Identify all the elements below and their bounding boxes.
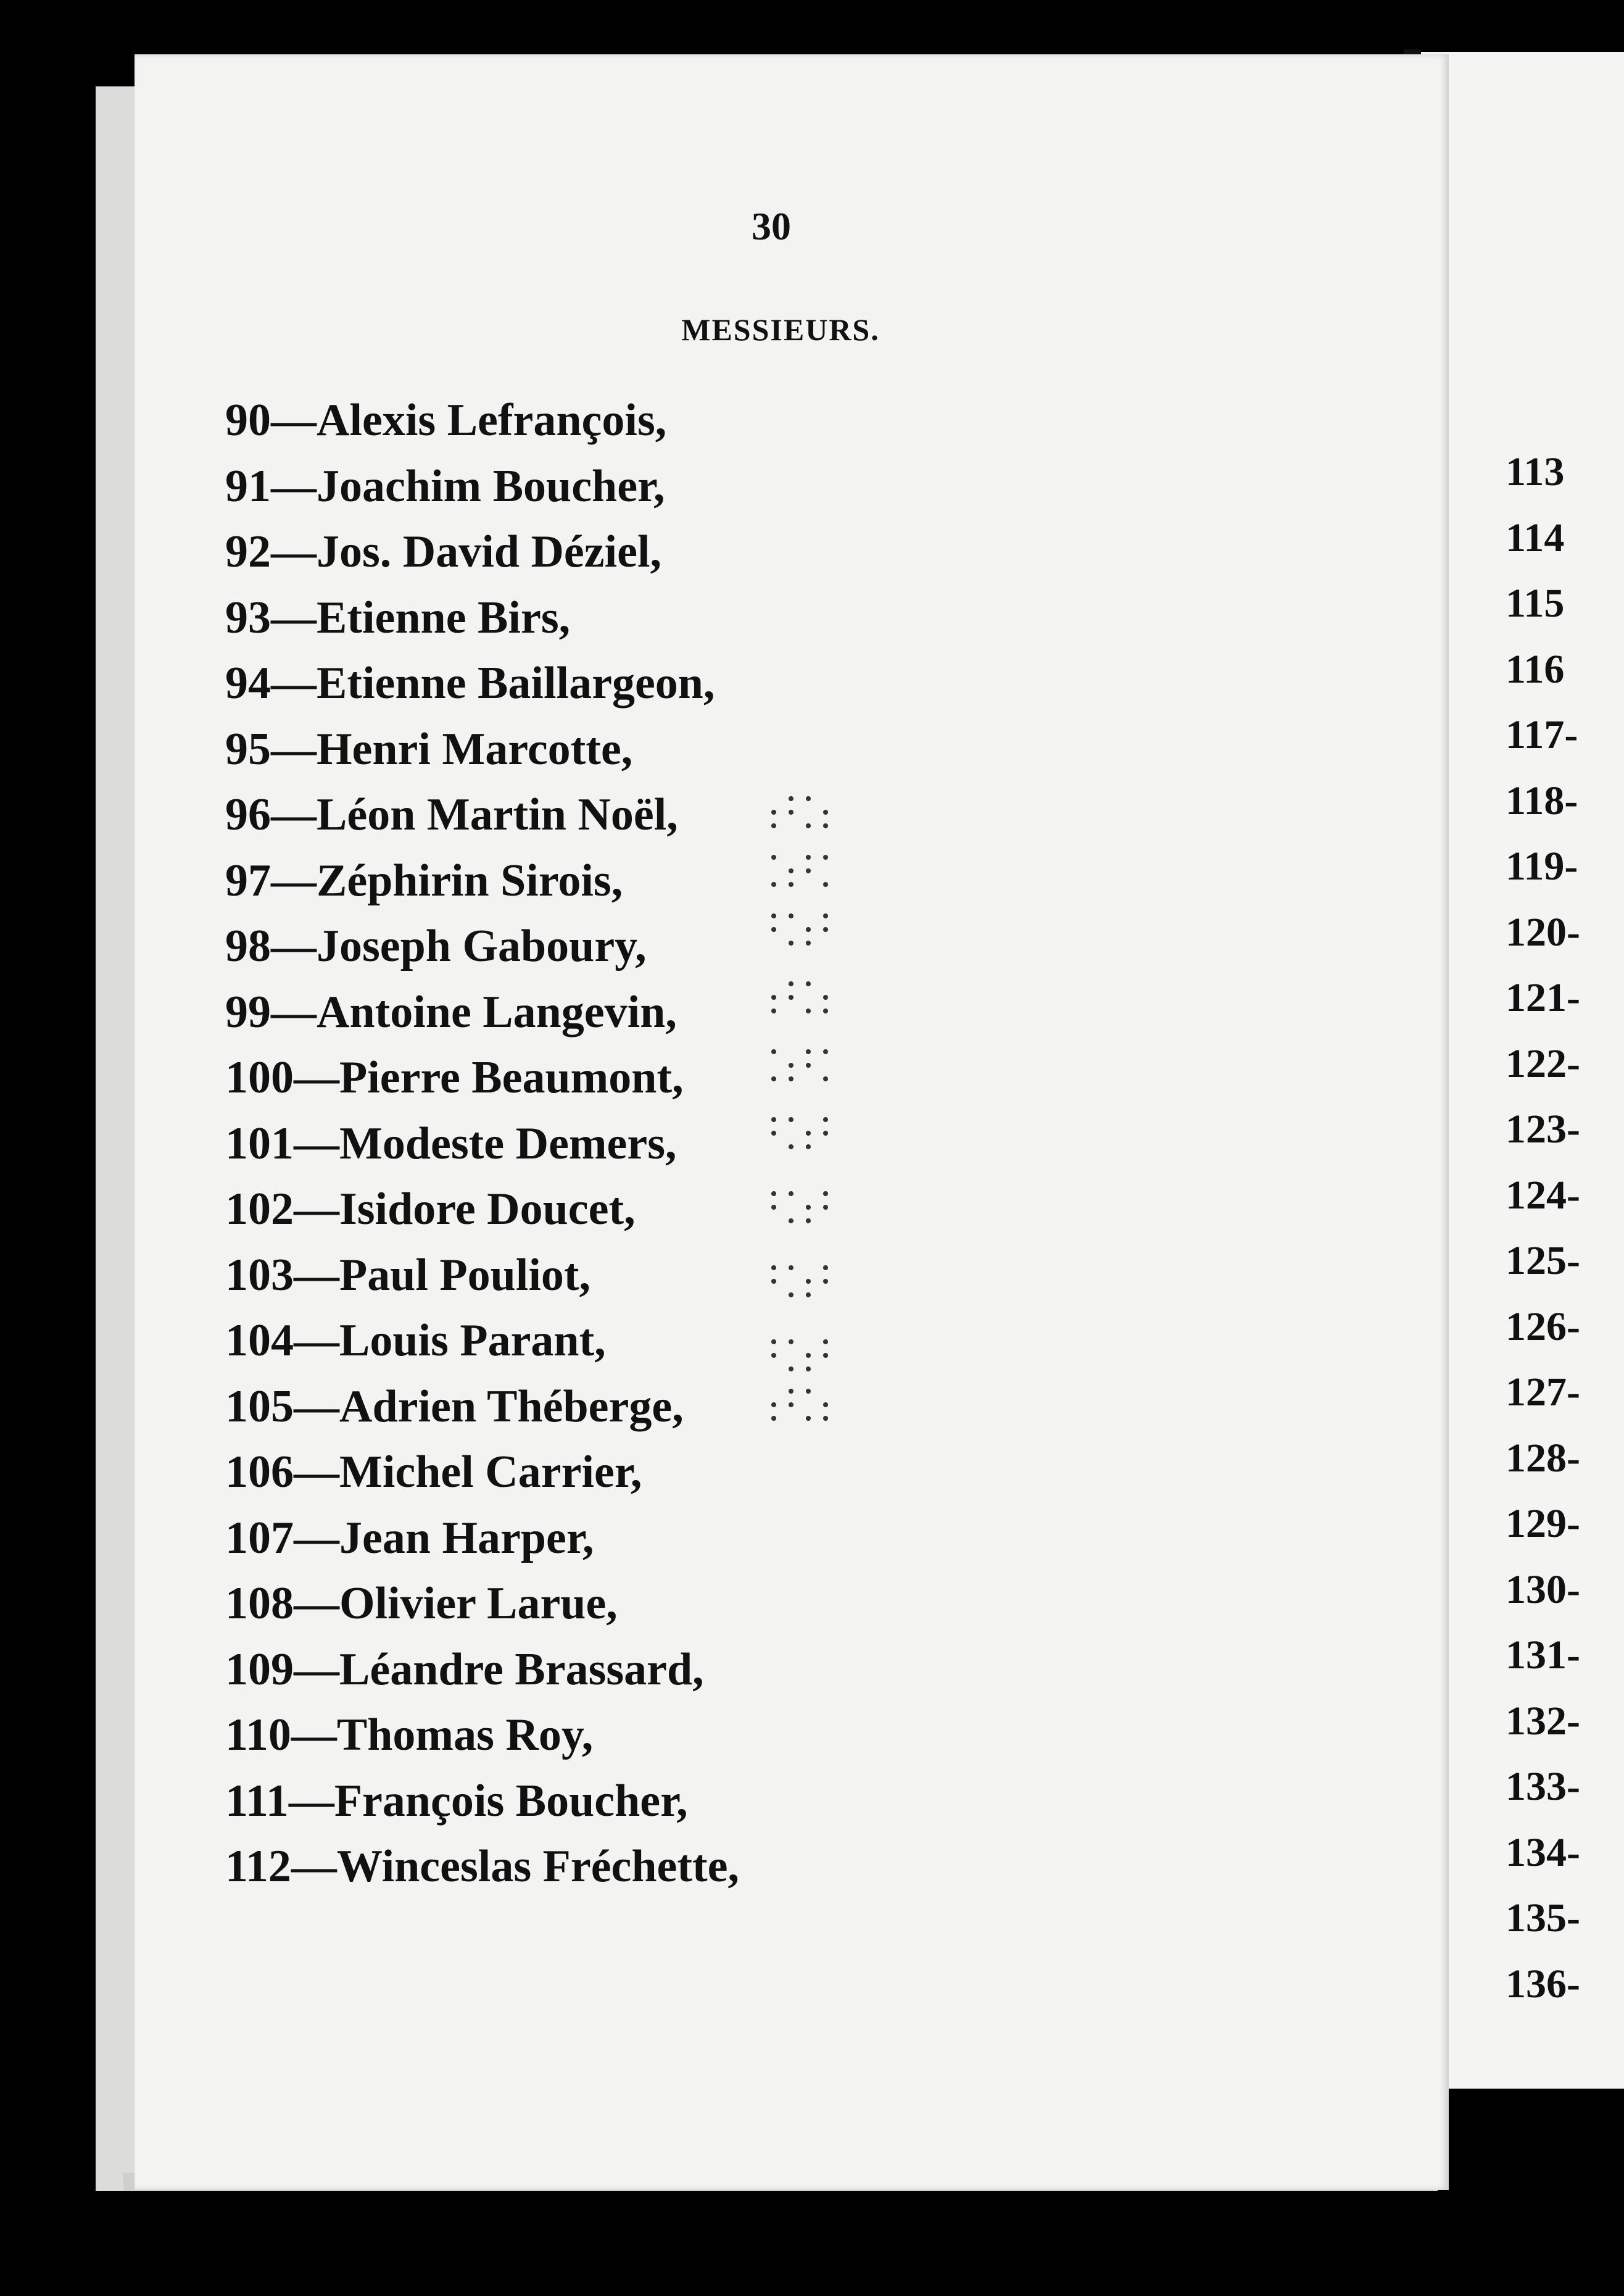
punch-dot [771, 1117, 776, 1122]
entry-number: 104 [225, 1315, 294, 1366]
entry-number: 97 [225, 855, 271, 906]
punch-dot [789, 1389, 793, 1394]
entry-dash: — [271, 789, 317, 840]
punch-dot [823, 913, 828, 918]
entry-number: 101 [225, 1118, 294, 1169]
punch-dot [806, 1353, 811, 1358]
entry-number: 111 [225, 1775, 289, 1826]
entry-dash: — [294, 1644, 339, 1695]
punch-dot [806, 1009, 811, 1013]
punch-dot [789, 1366, 793, 1371]
facing-page-number: 130- [1506, 1566, 1580, 1612]
list-item [225, 980, 739, 1046]
entry-dash: — [271, 855, 317, 906]
punch-dot [789, 1218, 793, 1223]
entry-name: Joseph Gaboury, [317, 921, 647, 971]
facing-page-number: 122- [1506, 1041, 1580, 1086]
facing-page-number: 131- [1506, 1633, 1580, 1678]
list-item [225, 1637, 739, 1703]
punch-dot [771, 810, 776, 815]
punch-dot [771, 855, 776, 860]
entry-name: Joachim Boucher, [317, 460, 665, 512]
facing-page-number: 124- [1506, 1172, 1580, 1218]
entry-number: 100 [225, 1052, 294, 1103]
entry-dash: — [294, 1578, 339, 1629]
punch-dot [789, 981, 793, 986]
entry-dash: — [288, 1775, 334, 1826]
punch-dot [771, 882, 776, 887]
punch-dot [806, 1416, 811, 1421]
entry-dash: — [294, 1512, 339, 1563]
entry-number: 107 [225, 1512, 294, 1563]
entry-dash: — [294, 1052, 339, 1103]
facing-page-number: 127- [1506, 1370, 1580, 1415]
list-item [225, 1111, 739, 1177]
list-item [225, 585, 739, 651]
list-item [225, 1505, 739, 1571]
list-item [225, 1768, 739, 1834]
entry-name: Isidore Doucet, [339, 1184, 636, 1234]
punch-dot [771, 1191, 776, 1196]
punch-dot [771, 1205, 776, 1210]
entry-number: 90 [225, 395, 271, 446]
list-item [225, 1439, 739, 1505]
punch-dot [823, 1279, 828, 1284]
facing-page-number: 132- [1506, 1698, 1580, 1744]
facing-page-number: 120- [1506, 909, 1580, 955]
entry-name: Michel Carrier, [339, 1447, 642, 1497]
entry-dash: — [271, 460, 317, 512]
entry-name: Jos. David Déziel, [317, 526, 662, 577]
list-item [225, 519, 739, 585]
punch-dot [771, 1353, 776, 1358]
punch-dot [806, 1205, 811, 1210]
punch-dot [771, 1131, 776, 1136]
punch-dot [771, 913, 776, 918]
entry-dash: — [294, 1447, 339, 1497]
entry-name: Léon Martin Noël, [317, 789, 678, 840]
entry-name: Louis Parant, [339, 1315, 606, 1366]
punch-dot [823, 1009, 828, 1013]
entry-dash: — [271, 723, 317, 775]
entry-name: François Boucher, [334, 1775, 688, 1826]
entry-dash: — [271, 658, 317, 709]
punch-dot [789, 796, 793, 801]
facing-page-number: 136- [1506, 1961, 1580, 2007]
punch-dot [806, 981, 811, 986]
punch-dot [789, 1339, 793, 1344]
punch-dot [789, 810, 793, 815]
entry-number: 94 [225, 658, 271, 709]
entry-number: 99 [225, 986, 271, 1038]
punch-dot [823, 1402, 828, 1407]
facing-page-number: 121- [1506, 975, 1580, 1020]
entry-name: Paul Pouliot, [339, 1249, 591, 1300]
punch-dot [771, 1049, 776, 1054]
punch-dot [823, 855, 828, 860]
punch-dot [806, 1366, 811, 1371]
entry-name: Alexis Lefrançois, [317, 395, 667, 446]
punch-dot [789, 995, 793, 1000]
punch-dot [789, 1063, 793, 1068]
entry-name: Thomas Roy, [336, 1710, 594, 1760]
facing-page-number: 128- [1506, 1435, 1580, 1481]
punch-dots [765, 796, 845, 1438]
punch-dot [823, 882, 828, 887]
punch-dot [823, 1353, 828, 1358]
entry-dash: — [291, 1710, 337, 1760]
entry-name: Modeste Demers, [339, 1118, 677, 1169]
list-item [225, 1045, 739, 1111]
punch-dot [771, 1076, 776, 1081]
punch-dot [806, 1131, 811, 1136]
facing-page-number: 133- [1506, 1764, 1580, 1809]
entry-name: Henri Marcotte, [317, 723, 633, 775]
punch-dot [789, 913, 793, 918]
section-title: MESSIEURS. [681, 312, 880, 347]
facing-page-number: 123- [1506, 1107, 1580, 1152]
entry-dash: — [294, 1249, 339, 1300]
punch-dot [823, 1265, 828, 1270]
facing-page-number: 116 [1506, 646, 1565, 692]
entry-number: 112 [225, 1841, 291, 1892]
punch-dot [789, 1292, 793, 1297]
list-item [225, 1702, 739, 1768]
entry-dash: — [291, 1841, 337, 1892]
facing-page-number: 129- [1506, 1501, 1580, 1546]
facing-page-number: 134- [1506, 1829, 1580, 1875]
entry-number: 109 [225, 1644, 294, 1695]
punch-dot [823, 1205, 828, 1210]
punch-dot [771, 1009, 776, 1013]
entry-dash: — [271, 526, 317, 577]
facing-page [1419, 52, 1624, 2089]
facing-page-number: 126- [1506, 1304, 1580, 1349]
list-item [225, 1176, 739, 1242]
punch-dot [823, 1117, 828, 1122]
punch-dot [823, 995, 828, 1000]
facing-page-number: 113 [1506, 449, 1565, 494]
facing-page-number: 114 [1506, 515, 1565, 560]
entry-name: Jean Harper, [339, 1512, 594, 1563]
punch-dot [771, 1339, 776, 1344]
punch-dot [789, 1076, 793, 1081]
punch-dot [806, 1292, 811, 1297]
punch-dot [806, 927, 811, 932]
punch-dot [823, 1049, 828, 1054]
list-item [225, 717, 739, 783]
punch-dot [806, 823, 811, 828]
punch-dot [789, 1402, 793, 1407]
entry-number: 108 [225, 1578, 294, 1629]
punch-dot [823, 810, 828, 815]
list-item [225, 1374, 739, 1440]
entry-number: 95 [225, 723, 271, 775]
punch-dot [771, 823, 776, 828]
punch-dot [823, 1416, 828, 1421]
punch-dot [789, 1265, 793, 1270]
punch-dot [771, 995, 776, 1000]
list-item [225, 388, 739, 454]
facing-page-number: 115 [1506, 581, 1565, 626]
punch-dot [771, 927, 776, 932]
entry-name: Léandre Brassard, [339, 1644, 704, 1695]
entry-number: 93 [225, 592, 271, 643]
entry-name: Olivier Larue, [339, 1578, 618, 1629]
page-number: 30 [752, 204, 791, 248]
entry-name: Winceslas Fréchette, [336, 1841, 740, 1892]
entry-name: Pierre Beaumont, [339, 1052, 684, 1103]
facing-page-number: 119- [1506, 844, 1578, 889]
entry-name: Zéphirin Sirois, [317, 855, 623, 906]
entry-number: 105 [225, 1381, 294, 1432]
punch-dot [771, 1416, 776, 1421]
punch-dot [789, 1191, 793, 1196]
entry-number: 96 [225, 789, 271, 840]
entry-dash: — [271, 592, 317, 643]
punch-dot [789, 1144, 793, 1149]
entry-dash: — [271, 921, 317, 971]
entry-dash: — [294, 1315, 339, 1366]
entry-name: Antoine Langevin, [317, 986, 677, 1038]
facing-page-number: 135- [1506, 1895, 1580, 1940]
list-item [225, 1834, 739, 1900]
list-item [225, 848, 739, 914]
entry-number: 103 [225, 1249, 294, 1300]
entry-dash: — [294, 1118, 339, 1169]
list-item [225, 1571, 739, 1637]
list-item [225, 651, 739, 717]
punch-dot [806, 1389, 811, 1394]
punch-dot [806, 1063, 811, 1068]
entry-dash: — [271, 986, 317, 1038]
entry-number: 106 [225, 1447, 294, 1497]
punch-dot [771, 1265, 776, 1270]
entry-dash: — [294, 1381, 339, 1432]
punch-dot [806, 941, 811, 946]
entry-list [225, 388, 739, 1900]
punch-dot [806, 1218, 811, 1223]
entry-name: Etienne Birs, [317, 592, 571, 643]
punch-dot [806, 1279, 811, 1284]
punch-dot [806, 1049, 811, 1054]
punch-dot [806, 1144, 811, 1149]
punch-dot [806, 855, 811, 860]
punch-dot [789, 882, 793, 887]
punch-dot [823, 1339, 828, 1344]
entry-name: Etienne Baillargeon, [317, 658, 715, 709]
list-item [225, 913, 739, 980]
punch-dot [789, 941, 793, 946]
entry-number: 91 [225, 460, 271, 512]
punch-dot [823, 1076, 828, 1081]
entry-number: 92 [225, 526, 271, 577]
punch-dot [789, 868, 793, 873]
facing-page-numbers [1506, 439, 1580, 2017]
punch-dot [771, 1279, 776, 1284]
list-item [225, 454, 739, 520]
punch-dot [823, 1131, 828, 1136]
facing-page-number: 125- [1506, 1238, 1580, 1283]
entry-number: 110 [225, 1710, 291, 1760]
punch-dot [823, 823, 828, 828]
facing-page-number: 118- [1506, 778, 1578, 823]
entry-number: 102 [225, 1184, 294, 1234]
punch-dot [823, 1191, 828, 1196]
entry-number: 98 [225, 921, 271, 971]
punch-dot [806, 868, 811, 873]
punch-dot [789, 1117, 793, 1122]
list-item [225, 782, 739, 848]
punch-dot [806, 796, 811, 801]
punch-dot [823, 927, 828, 932]
entry-dash: — [294, 1184, 339, 1234]
entry-name: Adrien Théberge, [339, 1381, 684, 1432]
facing-page-number: 117- [1506, 712, 1578, 757]
list-item [225, 1242, 739, 1308]
entry-dash: — [271, 395, 317, 446]
list-item [225, 1308, 739, 1374]
punch-dot [771, 1402, 776, 1407]
